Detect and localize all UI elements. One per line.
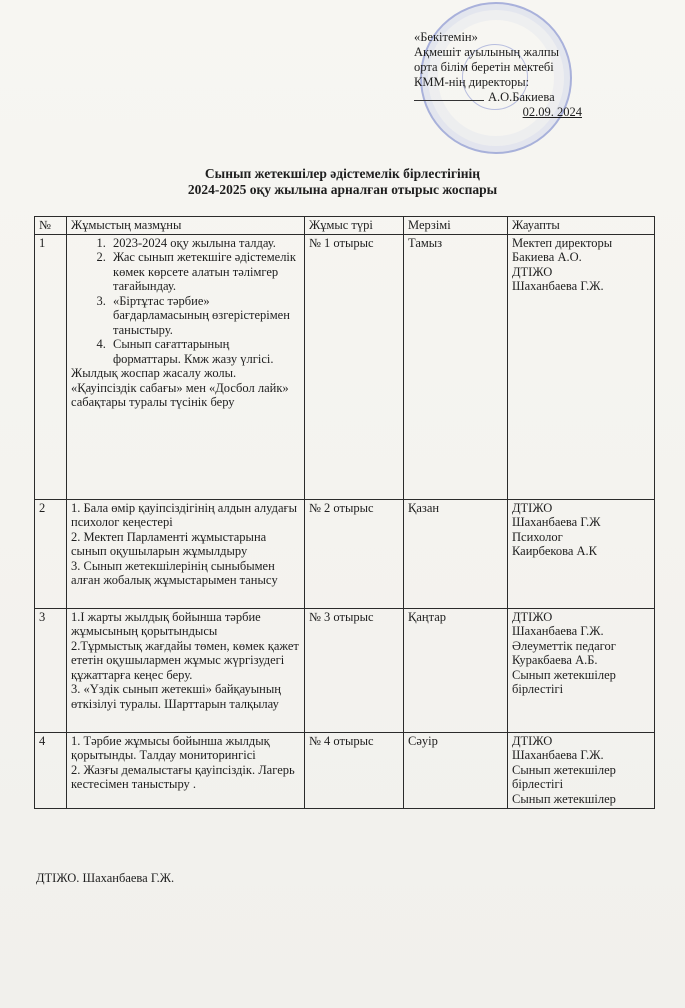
row-term: Қазан (404, 499, 508, 608)
responsible-line: Психолог (512, 529, 563, 544)
row-responsible (508, 608, 655, 732)
list-item: 4. Сынып сағаттарының форматтары. Кмж жазу үлгісі. (109, 337, 300, 366)
row-number: 3 (35, 608, 67, 732)
responsible-line: Шаханбаева Г.Ж (512, 515, 601, 529)
content-extra: Жылдық жоспар жасалу жолы. «Қауіпсіздік сабағы» мен «Досбол лайк» сабақтары туралы түсінік беру (71, 366, 289, 409)
responsible-line: Әлеуметтік педагог (512, 638, 616, 653)
row-term: Қаңтар (404, 608, 508, 732)
row-content (67, 499, 305, 608)
document-title-line-1: Сынып жетекшілер әдістемелік бірлестігінің (204, 166, 481, 181)
responsible-line: ДТІЖО (512, 264, 553, 279)
header-content: Жұмыстың мазмұны (67, 217, 305, 235)
approval-line-1: «Бекітемін» (414, 30, 478, 44)
approval-line-3: орта білім беретін мектебі (414, 60, 554, 74)
row-term: Тамыз (404, 234, 508, 499)
content-line: 1. Бала өмір қауіпсіздігінің алдын алудағы психолог кеңестері (71, 500, 298, 529)
responsible-line: Сынып жетекшілер (512, 791, 616, 806)
row-content (67, 732, 305, 808)
responsible-line: Шаханбаева Г.Ж. (512, 279, 604, 293)
row-number: 1 (35, 234, 67, 499)
approval-signature-row (414, 90, 594, 105)
row-work-type: № 1 отырыс (305, 234, 404, 499)
table-row (35, 732, 655, 808)
content-list (71, 236, 300, 367)
responsible-line: Сынып жетекшілер бірлестігі (512, 762, 616, 791)
responsible-line: ДТІЖО (512, 500, 553, 515)
document-title-line-2: 2024-2025 оқу жылына арналған отырыс жоспары (187, 182, 498, 197)
table-row (35, 608, 655, 732)
responsible-line: Шаханбаева Г.Ж. (512, 624, 604, 638)
approval-date: 02.09. 2024 (522, 105, 582, 119)
content-line: 2.Тұрмыстық жағдайы төмен, көмек қажет ететін оқушылармен жұмыс жүргізудегі құжаттарға кеңес беру. (71, 638, 299, 682)
content-line: 1.І жарты жылдық бойынша тәрбие жұмысының қорытындысы (71, 609, 261, 638)
list-item: 2. Жас сынып жетекшіге әдістемелік көмек көрсете алатын тәлімгер тағайындау. (109, 250, 300, 294)
responsible-line: ДТІЖО (512, 733, 553, 748)
approval-line-2: Ақмешіт ауылының жалпы (414, 45, 559, 59)
content-line: 1. Тәрбие жұмысы бойынша жылдық қорытынды. Талдау мониторингісі (71, 733, 270, 762)
row-number: 4 (35, 732, 67, 808)
row-content (67, 608, 305, 732)
responsible-line: Каирбекова А.К (512, 544, 597, 558)
content-line: 2. Мектеп Парламенті жұмыстарына сынып оқушыларын жұмылдыру (71, 529, 267, 558)
responsible-line: Сынып жетекшілер бірлестігі (512, 667, 616, 696)
header-work-type: Жұмыс түрі (305, 217, 404, 235)
row-term: Сәуір (404, 732, 508, 808)
row-work-type: № 3 отырыс (305, 608, 404, 732)
table-row (35, 499, 655, 608)
row-work-type: № 4 отырыс (305, 732, 404, 808)
signature-line (414, 100, 484, 101)
row-responsible (508, 499, 655, 608)
meeting-plan-table (34, 216, 655, 809)
responsible-line: Куракбаева А.Б. (512, 653, 598, 667)
responsible-line: Бакиева А.О. (512, 250, 582, 264)
approval-signer: А.О.Бакиева (488, 90, 555, 104)
approval-block (414, 30, 594, 120)
footer-signature: ДТІЖО. Шаханбаева Г.Ж. (36, 871, 175, 885)
list-item: 3. «Біртұтас тәрбие» бағдарламасының өзгерістерімен таныстыру. (109, 294, 300, 338)
table-row (35, 234, 655, 499)
table-header-row (35, 217, 655, 235)
responsible-line: Мектеп директоры (512, 235, 613, 250)
responsible-line: ДТІЖО (512, 609, 553, 624)
header-responsible: Жауапты (508, 217, 655, 235)
header-term: Мерзімі (404, 217, 508, 235)
list-item: 1. 2023-2024 оқу жылына талдау. (109, 236, 300, 251)
content-line: 3. «Үздік сынып жетекші» байқауының өткізілуі туралы. Шарттарын талқылау (71, 682, 281, 711)
row-work-type: № 2 отырыс (305, 499, 404, 608)
approval-line-4: КММ-нің директоры: (414, 75, 530, 89)
row-responsible (508, 732, 655, 808)
row-number: 2 (35, 499, 67, 608)
header-number: № (35, 217, 67, 235)
content-line: 2. Жазғы демалыстағы қауіпсіздік. Лагерь кестесімен таныстыру . (71, 762, 295, 791)
row-responsible (508, 234, 655, 499)
content-line: 3. Сынып жетекшілерінің сыныбымен алған жобалық жұмыстарымен таныcу (71, 558, 278, 587)
responsible-line: Шаханбаева Г.Ж. (512, 748, 604, 762)
row-content (67, 234, 305, 499)
